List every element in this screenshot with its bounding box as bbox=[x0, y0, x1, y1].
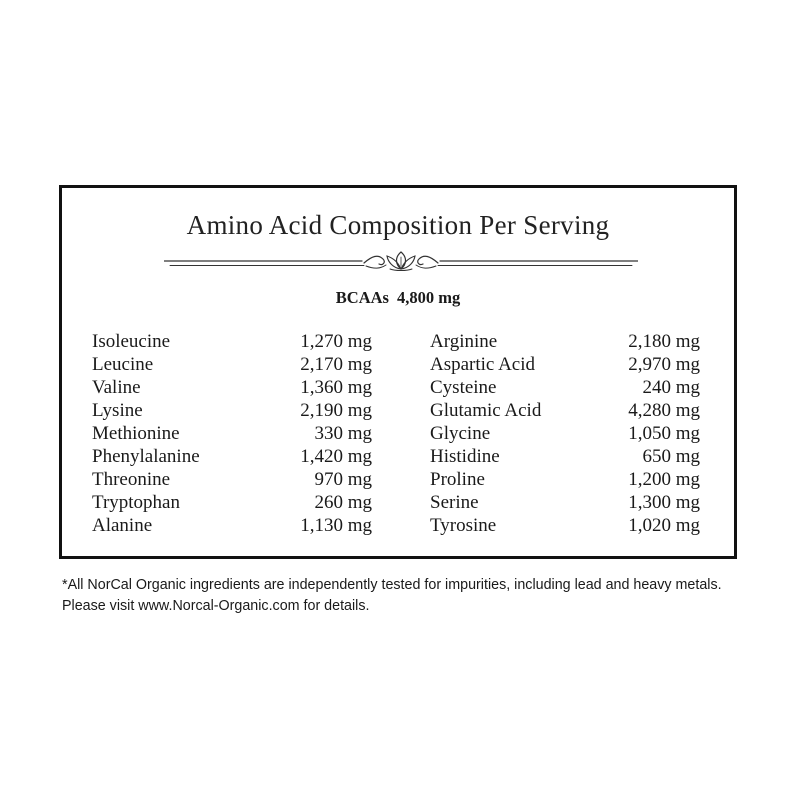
amino-acid-name: Cysteine bbox=[430, 377, 497, 398]
list-item bbox=[92, 514, 372, 537]
lotus-flourish-icon bbox=[164, 250, 638, 274]
amino-acid-amount: 970 mg bbox=[314, 469, 372, 490]
amino-acid-name: Tyrosine bbox=[430, 515, 497, 536]
amino-acid-name: Methionine bbox=[92, 423, 180, 444]
list-item bbox=[92, 376, 372, 399]
list-item bbox=[92, 491, 372, 514]
amino-acid-amount: 650 mg bbox=[642, 446, 700, 467]
amino-acid-amount: 1,420 mg bbox=[300, 446, 372, 467]
amino-acid-amount: 260 mg bbox=[314, 492, 372, 513]
amino-acid-name: Valine bbox=[92, 377, 141, 398]
list-item bbox=[92, 330, 372, 353]
amino-acid-name: Alanine bbox=[92, 515, 153, 536]
amino-acid-amount: 2,170 mg bbox=[300, 354, 372, 375]
list-item bbox=[430, 399, 700, 422]
amino-acid-amount: 1,270 mg bbox=[300, 331, 372, 352]
amino-acid-amount: 240 mg bbox=[642, 377, 700, 398]
amino-acid-list-left bbox=[92, 330, 372, 537]
amino-acid-amount: 1,200 mg bbox=[628, 469, 700, 490]
bcaa-total bbox=[62, 288, 734, 308]
amino-acid-name: Isoleucine bbox=[92, 331, 171, 352]
list-item bbox=[430, 330, 700, 353]
amino-acid-name: Phenylalanine bbox=[92, 446, 200, 467]
amino-acid-name: Histidine bbox=[430, 446, 500, 467]
amino-acid-name: Lysine bbox=[92, 400, 143, 421]
list-item bbox=[92, 353, 372, 376]
list-item bbox=[430, 422, 700, 445]
amino-acid-amount: 1,050 mg bbox=[628, 423, 700, 444]
list-item bbox=[92, 468, 372, 491]
amino-acid-amount: 1,360 mg bbox=[300, 377, 372, 398]
list-item bbox=[430, 445, 700, 468]
amino-acid-name: Aspartic Acid bbox=[430, 354, 536, 375]
amino-acid-name: Tryptophan bbox=[92, 492, 180, 513]
amino-acid-amount: 330 mg bbox=[314, 423, 372, 444]
list-item bbox=[430, 376, 700, 399]
amino-acid-name: Serine bbox=[430, 492, 479, 513]
bcaa-label: BCAAs bbox=[335, 288, 389, 307]
list-item bbox=[92, 399, 372, 422]
amino-acid-name: Threonine bbox=[92, 469, 171, 490]
amino-acid-amount: 2,180 mg bbox=[628, 331, 700, 352]
amino-acid-list-right bbox=[430, 330, 700, 537]
list-item bbox=[430, 514, 700, 537]
amino-acid-name: Leucine bbox=[92, 354, 154, 375]
list-item bbox=[430, 468, 700, 491]
amino-acid-amount: 1,020 mg bbox=[628, 515, 700, 536]
amino-acid-amount: 1,300 mg bbox=[628, 492, 700, 513]
list-item bbox=[92, 422, 372, 445]
list-item bbox=[430, 353, 700, 376]
list-item bbox=[92, 445, 372, 468]
panel-title: Amino Acid Composition Per Serving bbox=[186, 210, 610, 240]
amino-acid-amount: 2,970 mg bbox=[628, 354, 700, 375]
amino-acid-name: Glutamic Acid bbox=[430, 400, 542, 421]
amino-acid-name: Proline bbox=[430, 469, 485, 490]
footnote: *All NorCal Organic ingredients are independently tested for impurities, including lead and heavy metals. Please visit www.Norcal-Organic.com for details. bbox=[62, 577, 722, 614]
amino-acid-panel bbox=[59, 185, 737, 559]
list-item bbox=[430, 491, 700, 514]
amino-acid-name: Glycine bbox=[430, 423, 491, 444]
amino-acid-amount: 1,130 mg bbox=[300, 515, 372, 536]
amino-acid-amount: 2,190 mg bbox=[300, 400, 372, 421]
amino-acid-amount: 4,280 mg bbox=[628, 400, 700, 421]
amino-acid-name: Arginine bbox=[430, 331, 498, 352]
bcaa-value: 4,800 mg bbox=[396, 288, 461, 307]
